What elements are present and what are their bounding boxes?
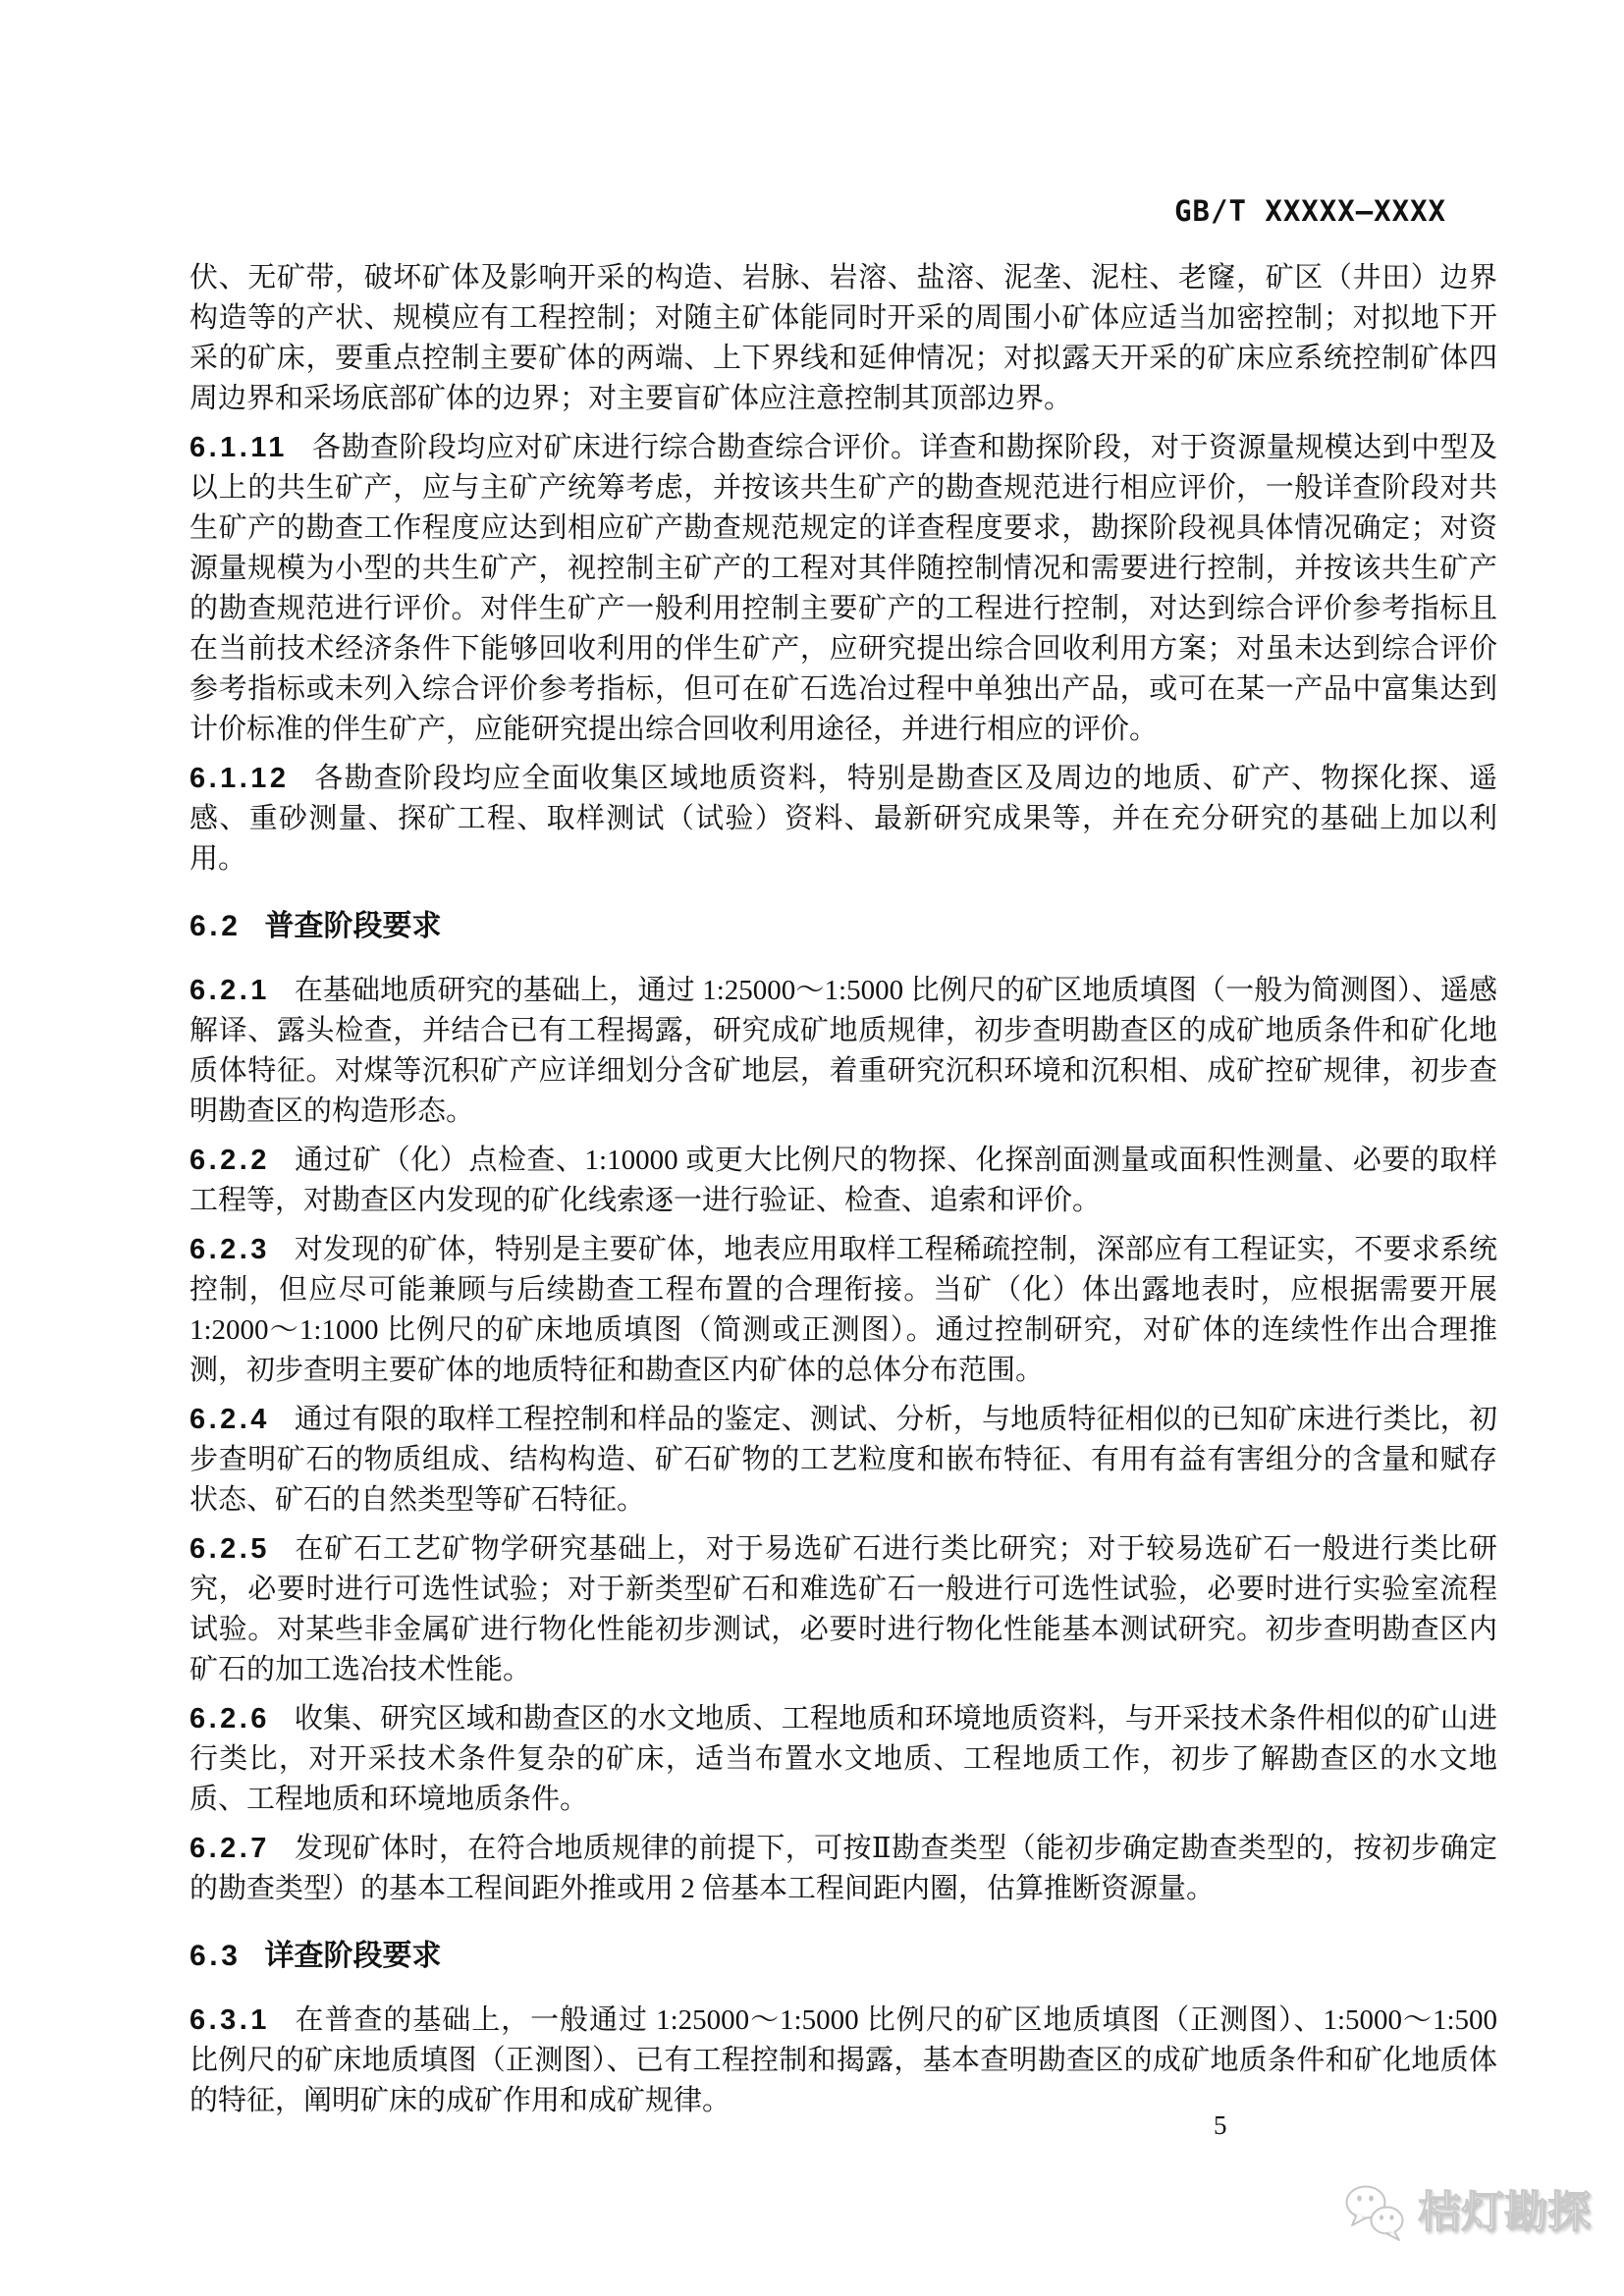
page-number: 5 <box>1214 2110 1227 2140</box>
clause-text: 各勘查阶段均应对矿床进行综合勘查综合评价。详查和勘探阶段，对于资源量规模达到中型及以上的共生矿产，应与主矿产统筹考虑，并按该共生矿产的勘查规范进行相应评价，一般详查阶段对共生矿产的勘查工作程度应达到相应矿产勘查规范规定的详查程度要求，勘探阶段视具体情况确定；对资源量规模为小型的共生矿产，视控制主矿产的工程对其伴随控制情况和需要进行控制，并按该共生矿产的勘查规范进行评价。对伴生矿产一般利用控制主要矿产的工程进行控制，对达到综合评价参考指标且在当前技术经济条件下能够回收利用的伴生矿产，应研究提出综合回收利用方案；对虽未达到综合评价参考指标或未列入综合评价参考指标，但可在矿石选冶过程中单独出产品，或可在某一产品中富集达到计价标准的伴生矿产，应能研究提出综合回收利用途径，并进行相应的评价。 <box>189 432 1497 745</box>
clause-6-3-1 <box>189 2001 1497 2121</box>
clause-text: 发现矿体时，在符合地质规律的前提下，可按Ⅱ勘查类型（能初步确定勘查类型的，按初步确定的勘查类型）的基本工程间距外推或用 2 倍基本工程间距内圈，估算推断资源量。 <box>189 1833 1497 1904</box>
clause-6-2-3 <box>189 1230 1497 1391</box>
wechat-icon <box>1343 2183 1406 2242</box>
clause-6-2-5 <box>189 1529 1497 1690</box>
clause-number: 6.2.2 <box>189 1145 270 1176</box>
clause-text: 在矿石工艺矿物学研究基础上，对于易选矿石进行类比研究；对于较易选矿石一般进行类比研究，必要时进行可选性试验；对于新类型矿石和难选矿石一般进行可选性试验，必要时进行实验室流程试验。对某些非金属矿进行物化性能初步测试，必要时进行物化性能基本测试研究。初步查明勘查区内矿石的加工选冶技术性能。 <box>189 1533 1497 1685</box>
doc-code-header: GB/T XXXXX—XXXX <box>1174 194 1446 228</box>
clause-number: 6.1.12 <box>189 763 290 794</box>
clause-number: 6.2.6 <box>189 1703 270 1735</box>
watermark-label: 桔灯勘探 <box>1418 2188 1591 2236</box>
section-heading-6-3 <box>189 1936 1497 1976</box>
clause-6-1-12 <box>189 759 1497 880</box>
clause-6-2-6 <box>189 1699 1497 1820</box>
clause-text: 在基础地质研究的基础上，通过 1:25000～1:5000 比例尺的矿区地质填图（一般为简测图）、遥感解译、露头检查，并结合已有工程揭露，研究成矿地质规律，初步查明勘查区的成矿地质条件和矿化地质体特征。对煤等沉积矿产应详细划分含矿地层，着重研究沉积环境和沉积相、成矿控矿规律，初步查明勘查区的构造形态。 <box>189 975 1497 1127</box>
clause-number: 6.2.7 <box>189 1833 270 1864</box>
clause-6-2-7 <box>189 1829 1497 1909</box>
clause-text: 通过矿（化）点检查、1:10000 或更大比例尺的物探、化探剖面测量或面积性测量、必要的取样工程等，对勘查区内发现的矿化线索逐一进行验证、检查、追索和评价。 <box>189 1145 1497 1216</box>
section-number: 6.3 <box>189 1940 242 1972</box>
clause-text: 通过有限的取样工程控制和样品的鉴定、测试、分析，与地质特征相似的已知矿床进行类比，初步查明矿石的物质组成、结构构造、矿石矿物的工艺粒度和嵌布特征、有用有益有害组分的含量和赋存状态、矿石的自然类型等矿石特征。 <box>189 1404 1497 1516</box>
section-number: 6.2 <box>189 910 242 942</box>
clause-6-1-11 <box>189 428 1497 750</box>
clause-number: 6.1.11 <box>189 432 288 463</box>
paragraph-continuation <box>189 258 1497 419</box>
clause-number: 6.3.1 <box>189 2004 270 2036</box>
clause-number: 6.2.3 <box>189 1234 270 1265</box>
clause-text: 收集、研究区域和勘查区的水文地质、工程地质和环境地质资料，与开采技术条件相似的矿山进行类比，对开采技术条件复杂的矿床，适当布置水文地质、工程地质工作，初步了解勘查区的水文地质、工程地质和环境地质条件。 <box>189 1703 1497 1815</box>
clause-6-2-4 <box>189 1400 1497 1521</box>
section-heading-6-2 <box>189 906 1497 946</box>
clause-text: 在普查的基础上，一般通过 1:25000～1:5000 比例尺的矿区地质填图（正测图）、1:5000～1:500 比例尺的矿床地质填图（正测图）、已有工程控制和揭露，基本查明勘查区的成矿地质条件和矿化地质体的特征，阐明矿床的成矿作用和成矿规律。 <box>189 2004 1497 2116</box>
clause-text: 对发现的矿体，特别是主要矿体，地表应用取样工程稀疏控制，深部应有工程证实，不要求系统控制，但应尽可能兼顾与后续勘查工程布置的合理衔接。当矿（化）体出露地表时，应根据需要开展 1:2000～1:1000 比例尺的矿床地质填图（简测或正测图）。通过控制研究，对矿体的连续性作出合理推测，初步查明主要矿体的地质特征和勘查区内矿体的总体分布范围。 <box>189 1234 1497 1386</box>
clause-6-2-2 <box>189 1141 1497 1221</box>
section-title: 详查阶段要求 <box>264 1940 442 1972</box>
clause-number: 6.2.4 <box>189 1404 270 1435</box>
clause-number: 6.2.5 <box>189 1533 270 1565</box>
watermark <box>1343 2183 1591 2242</box>
document-body <box>189 258 1497 2130</box>
clause-number: 6.2.1 <box>189 975 270 1006</box>
section-title: 普查阶段要求 <box>264 910 442 942</box>
clause-6-2-1 <box>189 971 1497 1132</box>
clause-text: 各勘查阶段均应全面收集区域地质资料，特别是勘查区及周边的地质、矿产、物探化探、遥感、重砂测量、探矿工程、取样测试（试验）资料、最新研究成果等，并在充分研究的基础上加以利用。 <box>189 763 1497 875</box>
paragraph-text: 伏、无矿带，破坏矿体及影响开采的构造、岩脉、岩溶、盐溶、泥垄、泥柱、老窿，矿区（井田）边界构造等的产状、规模应有工程控制；对随主矿体能同时开采的周围小矿体应适当加密控制；对拟地下开采的矿床，要重点控制主要矿体的两端、上下界线和延伸情况；对拟露天开采的矿床应系统控制矿体四周边界和采场底部矿体的边界；对主要盲矿体应注意控制其顶部边界。 <box>189 262 1497 414</box>
